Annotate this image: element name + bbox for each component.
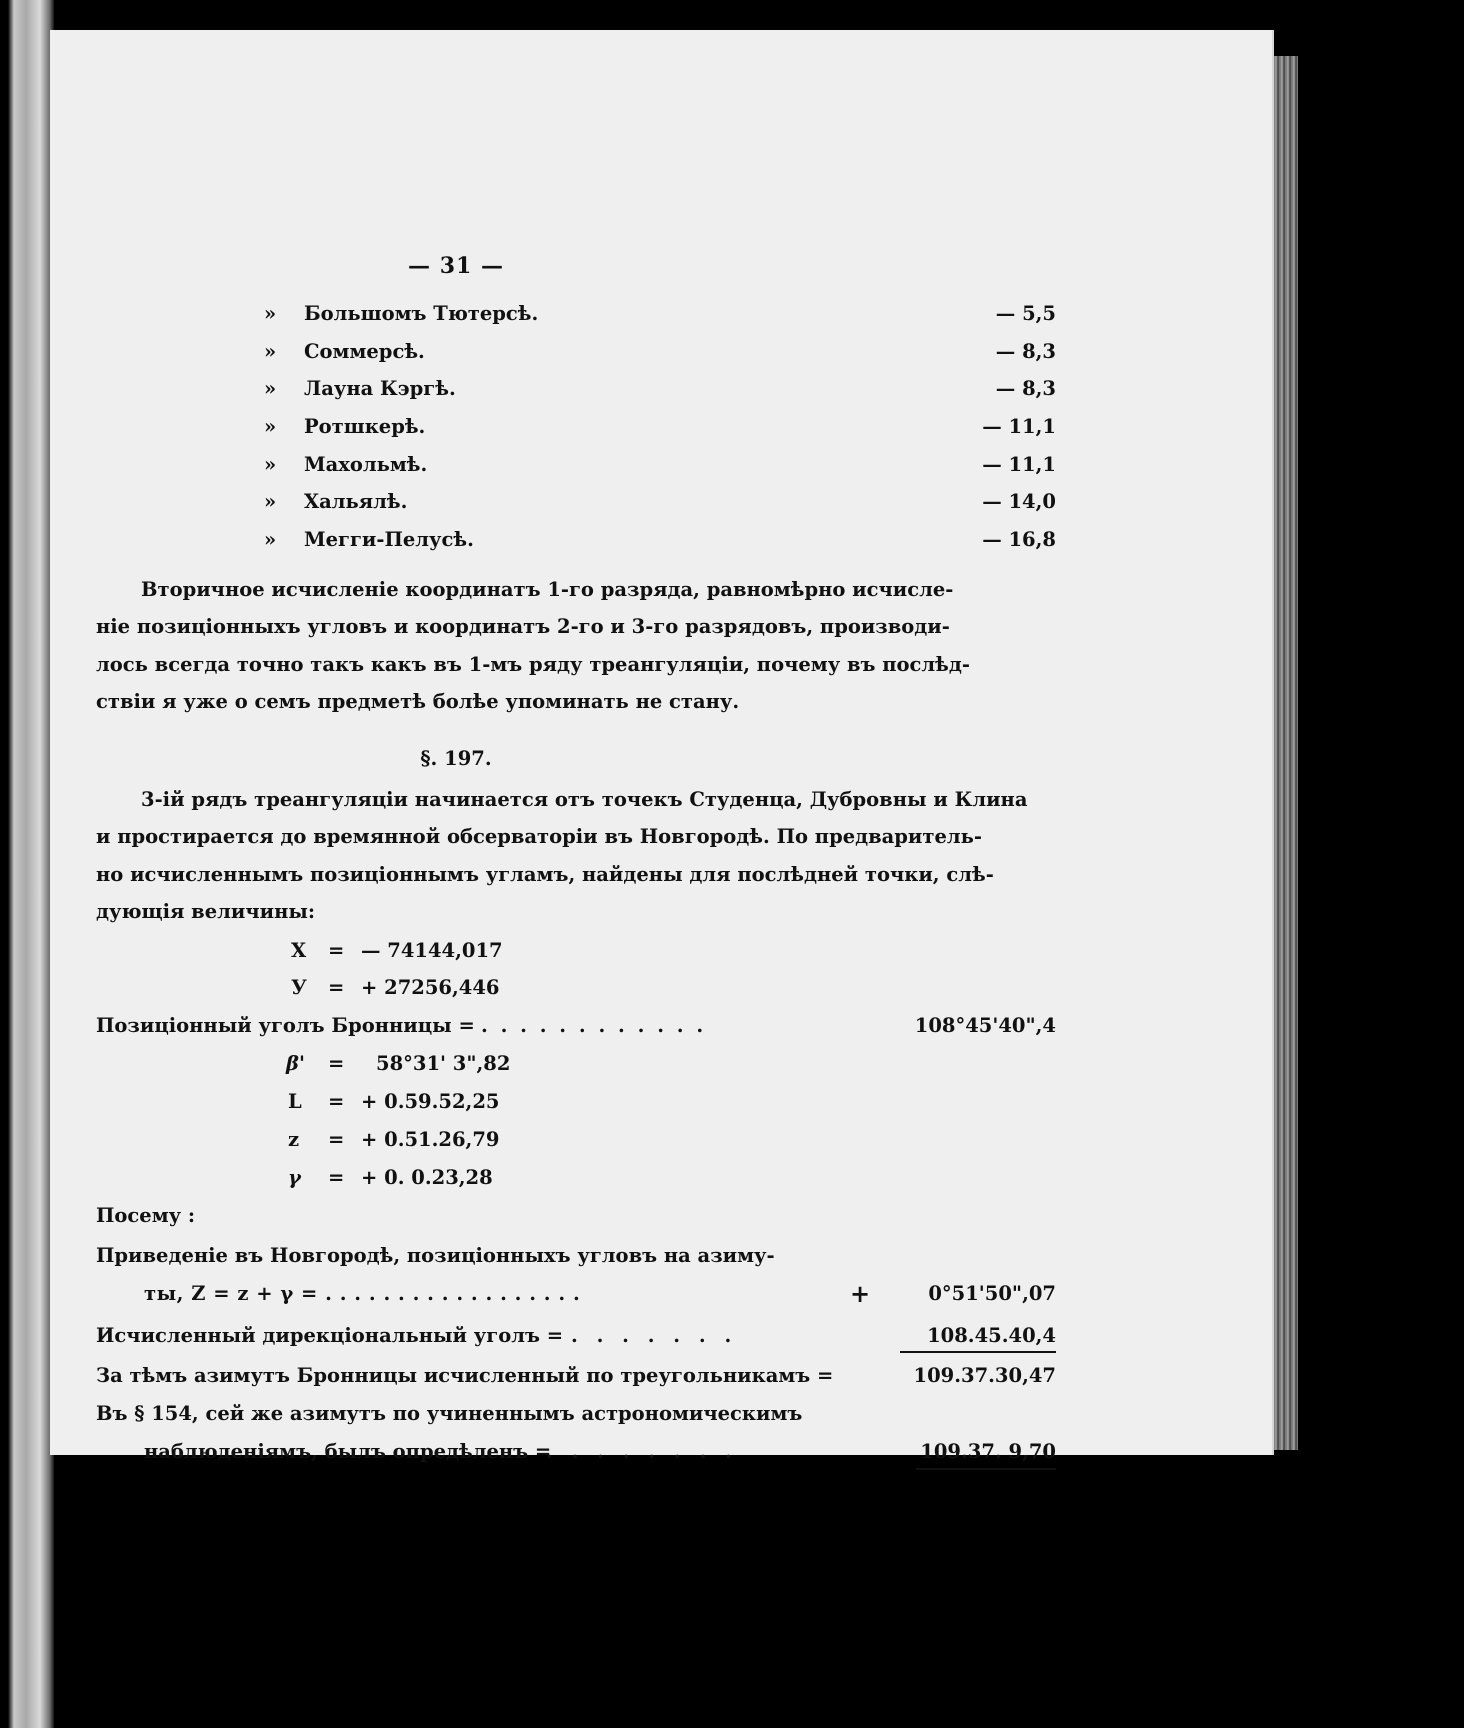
book-binding [0,0,54,1728]
paragraph-line: дующія величины: [96,900,316,923]
rule [916,1468,1056,1470]
dot-leader: . . . . . . . [571,1324,738,1347]
station-value: — 16,8 [982,528,1056,551]
list-marker: » [264,490,277,513]
station-value: — 8,3 [995,377,1056,400]
reduction-line-1: Приведеніе въ Новгородѣ, позиціонныхъ угловъ на азиму- [96,1244,775,1267]
paragraph-line: ніе позиціонныхъ угловъ и координатъ 2-го и 3-го разрядовъ, производи- [96,615,950,638]
station-name: Мегги-Пелусѣ. [304,528,474,551]
azimuth-astro-line-1: Въ § 154, сей же азимутъ по учиненнымъ астрономическимъ [96,1402,803,1425]
station-name: Махольмѣ. [304,453,428,476]
azimuth-triangles-label: За тѣмъ азимутъ Бронницы исчисленный по треугольникамъ = [96,1364,834,1387]
directional-angle-label: Исчисленный дирекціональный уголъ = [96,1324,564,1347]
station-value: — 11,1 [982,415,1056,438]
positional-angle-label: Позиціонный уголъ Бронницы = [96,1014,475,1037]
station-value: — 11,1 [982,453,1056,476]
rule [900,1351,1056,1353]
param-key: z [288,1128,300,1151]
station-name: Большомъ Тютерсѣ. [304,302,539,325]
station-name: Лауна Кэргѣ. [304,377,456,400]
param-eq: = [328,1128,345,1151]
dot-leader: . . . . . . . . . . . . [481,1014,707,1037]
param-eq: = [328,1090,345,1113]
station-name: Соммерсѣ. [304,340,425,363]
azimuth-astro-line-2: наблюденіямъ, былъ опредѣленъ = [144,1440,552,1463]
list-marker: » [264,415,277,438]
paragraph-line: но исчисленнымъ позиціоннымъ угламъ, найдены для послѣдней точки, слѣ- [96,863,994,886]
page-number: — 31 — [408,253,504,279]
coord-value: — 74144,017 [361,939,503,962]
param-value: + 0. 0.23,28 [361,1166,493,1189]
station-name: Хальялѣ. [304,490,408,513]
azimuth-triangles-value: 109.37.30,47 [913,1364,1056,1387]
param-eq: = [328,1052,345,1075]
hence-label: Посему : [96,1204,196,1227]
paragraph-line: ствіи я уже о семъ предметѣ болѣе упоминать не стану. [96,690,740,713]
coord-key: X [291,939,307,962]
list-marker: » [264,377,277,400]
station-name: Ротшкерѣ. [304,415,426,438]
param-key: γ [288,1166,301,1189]
param-key: L [288,1090,302,1113]
directional-angle-value: 108.45.40,4 [927,1324,1056,1347]
station-value: — 5,5 [995,302,1056,325]
coord-eq: = [328,939,345,962]
section-heading: §. 197. [420,747,492,770]
dot-leader: . . . . . . . . [546,1440,738,1463]
reduction-line-2: ты, Z = z + γ = . . . . . . . . . . . . . . . . . . [144,1282,581,1305]
paragraph-line: лось всегда точно такъ какъ въ 1-мъ ряду треангуляціи, почему въ послѣд- [96,653,970,676]
list-marker: » [264,453,277,476]
paragraph-line: Вторичное исчисленіе координатъ 1-го разряда, равномѣрно исчисле- [141,578,954,601]
plus-sign: + [850,1279,871,1308]
coord-value: + 27256,446 [361,976,500,999]
coord-key: У [291,976,307,999]
positional-angle-value: 108°45'40",4 [914,1014,1056,1037]
list-marker: » [264,302,277,325]
param-key: β' [286,1052,305,1075]
paragraph-line: 3-ій рядъ треангуляціи начинается отъ точекъ Студенца, Дубровны и Клина [141,788,1028,811]
station-value: — 8,3 [995,340,1056,363]
paragraph-line: и простирается до времянной обсерваторіи въ Новгородѣ. По предваритель- [96,825,982,848]
azimuth-astro-value: 109.37. 9,70 [920,1440,1056,1463]
param-value: + 0.59.52,25 [361,1090,500,1113]
param-value: 58°31' 3",82 [376,1052,511,1075]
reduction-value: 0°51'50",07 [928,1282,1056,1305]
param-eq: = [328,1166,345,1189]
list-marker: » [264,528,277,551]
book-page [50,30,1274,1455]
list-marker: » [264,340,277,363]
param-value: + 0.51.26,79 [361,1128,500,1151]
station-value: — 14,0 [982,490,1056,513]
coord-eq: = [328,976,345,999]
